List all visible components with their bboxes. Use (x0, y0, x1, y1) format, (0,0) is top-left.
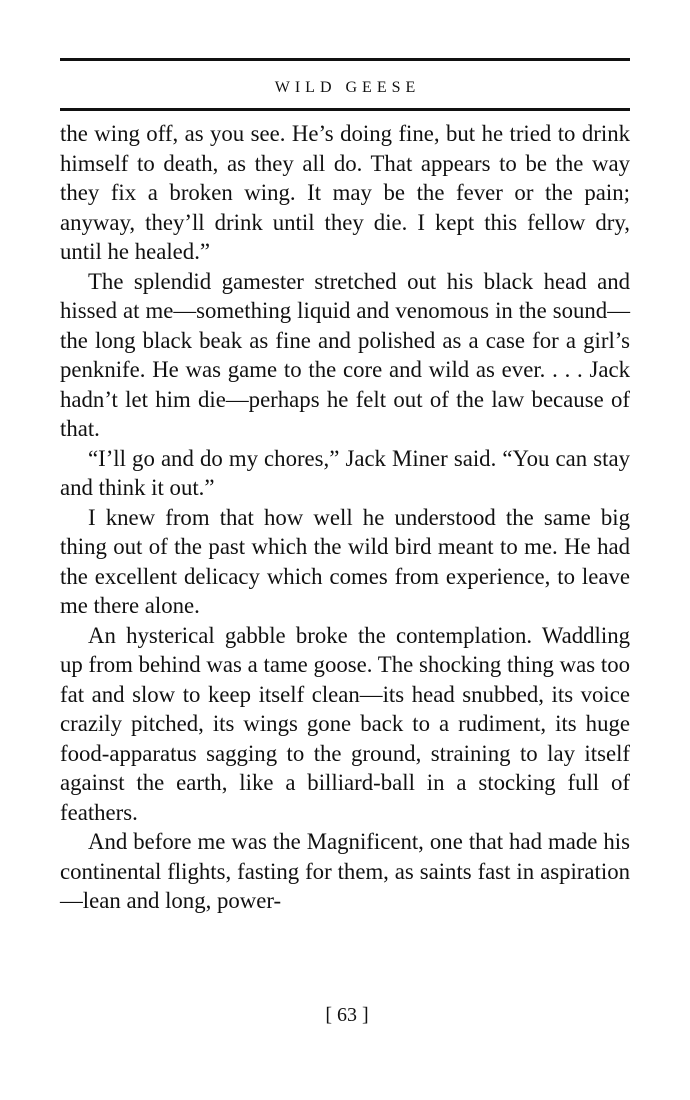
paragraph-4: I knew from that how well he understood the same big thing out of the past which the wild bird meant to me. He had the excellent delicacy which comes from experience, to leave me there alone. (60, 504, 630, 618)
running-head: WILD GEESE (274, 79, 421, 96)
paragraph-5: An hysterical gabble broke the contemplation. Waddling up from behind was a tame goose. The shocking thing was too fat and slow to keep itself clean—its head snubbed, its voice crazily pitched, its wings gone back to a rudiment, its huge food-apparatus sagging to the ground, straining to lay itself against the earth, like a billiard-ball in a stocking full of feathers. (60, 622, 630, 825)
book-page (60, 58, 630, 916)
paragraph-1: the wing off, as you see. He’s doing fine, but he tried to drink himself to death, as they all do. That appears to be the way they fix a broken wing. It may be the fever or the pain; anyway, they’ll drink until they die. I kept this fellow dry, until he healed.” (60, 121, 630, 264)
paragraph-2: The splendid gamester stretched out his black head and hissed at me—something liquid and venomous in the sound—the long black beak as fine and polished as a case for a girl’s penknife. He was game to the core and wild as ever. . . . Jack hadn’t let him die—perhaps he felt out of the law because of that. (60, 268, 630, 441)
page-number: [ 63 ] (325, 1004, 369, 1026)
paragraph-3: “I’ll go and do my chores,” Jack Miner said. “You can stay and think it out.” (60, 445, 630, 500)
header-bottom-rule (60, 108, 630, 111)
paragraph-6: And before me was the Magnificent, one that had made his continental flights, fasting for them, as saints fast in aspiration—lean and long, power- (60, 829, 630, 913)
body-text (60, 119, 630, 916)
